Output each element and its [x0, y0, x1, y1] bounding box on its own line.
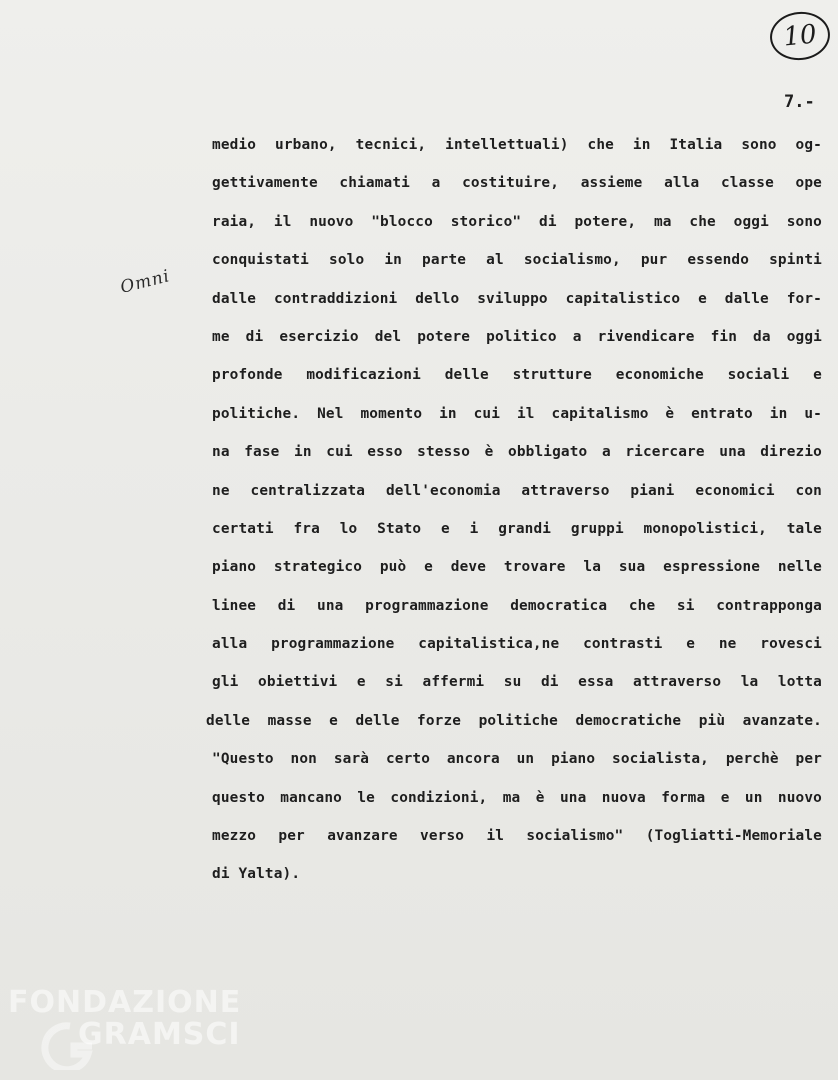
watermark-line-2: GRAMSCI [78, 1017, 241, 1052]
circled-page-number [768, 9, 833, 63]
text-line: ne centralizzata dell'economia attraverso piani economici con [212, 482, 822, 499]
handwritten-margin-note: Omni [118, 266, 173, 298]
text-line: gettivamente chiamati a costituire, assieme alla classe ope [212, 175, 822, 192]
text-line: profonde modificazioni delle strutture economiche sociali e [212, 367, 822, 384]
text-line: di Yalta). [212, 866, 301, 883]
text-line: piano strategico può e deve trovare la sua espressione nelle [212, 559, 822, 576]
text-line: "Questo non sarà certo ancora un piano socialista, perchè per [212, 751, 822, 768]
text-line: raia, il nuovo "blocco storico" di potere, ma che oggi sono [212, 213, 822, 230]
watermark-line-1: FONDAZIONE [8, 985, 242, 1020]
text-line: mezzo per avanzare verso il socialismo" (Togliatti-Memoriale [212, 828, 822, 845]
text-line: linee di una programmazione democratica che si contrapponga [212, 597, 822, 614]
text-line: delle masse e delle forze politiche democratiche più avanzate. [206, 712, 822, 729]
text-line: dalle contraddizioni dello sviluppo capitalistico e dalle for- [212, 290, 822, 307]
text-line: conquistati solo in parte al socialismo, pur essendo spinti [212, 252, 822, 269]
typed-page-number: 7.- [784, 92, 815, 112]
text-line: me di esercizio del potere politico a rivendicare fin da oggi [212, 328, 822, 345]
text-line: questo mancano le condizioni, ma è una nuova forma e un nuovo [212, 789, 822, 806]
typed-body-text [206, 126, 822, 894]
text-line: na fase in cui esso stesso è obbligato a ricercare una direzio [212, 444, 822, 461]
text-line: certati fra lo Stato e i grandi gruppi monopolistici, tale [212, 520, 822, 537]
circled-page-number-text: 10 [781, 19, 819, 53]
text-line: medio urbano, tecnici, intellettuali) che in Italia sono og- [212, 137, 822, 153]
text-line: gli obiettivi e si affermi su di essa attraverso la lotta [212, 674, 822, 691]
text-line: politiche. Nel momento in cui il capitalismo è entrato in u- [212, 405, 822, 422]
text-line: alla programmazione capitalistica,ne contrasti e ne rovesci [212, 636, 822, 653]
watermark [8, 985, 242, 1052]
